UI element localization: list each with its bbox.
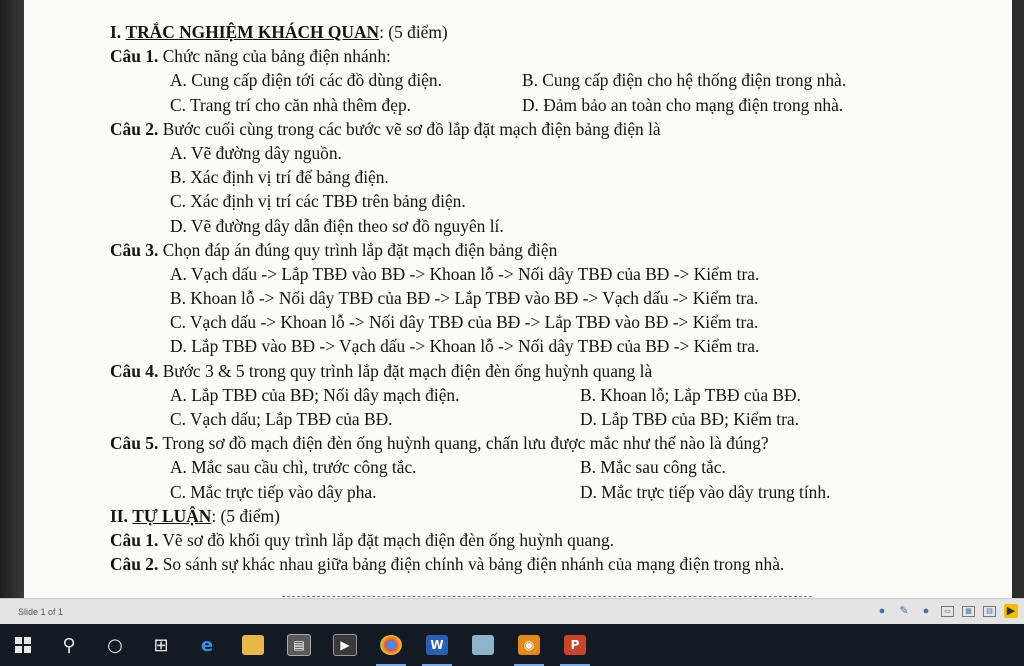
media-player-icon[interactable] [322,624,368,666]
orange-app-icon[interactable] [506,624,552,666]
question-1-options-row-1 [110,68,990,92]
status-bar [0,598,1024,625]
section2-points: : (5 điểm) [211,505,280,526]
word-letter: W [426,635,448,655]
word-icon[interactable] [414,624,460,666]
notepad-icon[interactable] [460,624,506,666]
search-icon[interactable]: ⚲ [62,634,76,656]
section2-number: II. [110,505,128,526]
section1-title: TRẮC NGHIỆM KHÁCH QUAN [125,22,380,42]
cortana-icon[interactable]: ○ [107,634,123,656]
option: A. Lắp TBĐ của BĐ; Nối dây mạch điện. [170,384,460,405]
powerpoint-icon[interactable] [552,624,598,666]
option: B. Xác định vị trí để bảng điện. [170,167,389,188]
task-view-icon[interactable]: ⊞ [153,634,169,656]
notepad-logo-icon [472,635,494,655]
option: D. Vẽ đường dây dẫn điện theo sơ đồ nguyên lí. [170,215,504,236]
question-4 [110,359,990,383]
section2-heading [110,504,990,528]
question-2-label: Câu 2. [110,118,159,139]
option: A. Cung cấp điện tới các đồ dùng điện. [170,70,442,91]
question-4-text: Bước 3 & 5 trong quy trình lắp đặt mạch điện đèn ống huỳnh quang là [162,360,653,381]
option: D. Mắc trực tiếp vào dây trung tính. [580,481,831,502]
question-5-label: Câu 5. [110,433,159,454]
question-4-options-row-1 [110,383,990,407]
start-button[interactable] [0,624,46,666]
question-1 [110,44,990,68]
question-5-options-row-2 [110,480,990,504]
section1-heading [110,20,990,44]
option: B. Khoan lỗ -> Nối dây TBĐ của BĐ -> Lắp TBĐ vào BĐ -> Vạch dấu -> Kiểm tra. [170,288,759,309]
orange-app-logo-icon: ◉ [518,635,540,655]
window-left-edge [0,0,24,598]
chrome-icon[interactable] [368,624,414,666]
status-bar-controls [875,604,1018,618]
option: D. Lắp TBĐ của BĐ; Kiểm tra. [580,409,799,429]
slide-sorter-icon[interactable]: ▦ [962,606,975,617]
essay-2-label: Câu 2. [110,554,159,575]
window-right-edge [1012,0,1024,598]
option: D. Lắp TBĐ vào BĐ -> Vạch dấu -> Khoan lỗ -> Nối dây TBĐ của BĐ -> Kiểm tra. [170,336,760,357]
question-5-options-row-1 [110,455,990,479]
taskbar [0,624,1024,666]
footer-divider [282,596,812,597]
question-1-options-row-2 [110,93,990,117]
section1-number: I. [110,22,122,42]
option: A. Vẽ đường dây nguồn. [170,142,342,163]
normal-view-icon[interactable]: ▭ [941,606,954,617]
option: A. Vạch dấu -> Lắp TBĐ vào BĐ -> Khoan lỗ -> Nối dây TBĐ của BĐ -> Kiểm tra. [170,263,760,284]
chrome-logo-icon [380,635,402,655]
section1-points: : (5 điểm) [379,22,448,42]
comments-icon[interactable]: ✎ [899,605,909,617]
edge-icon[interactable]: e [200,634,214,656]
question-5-text: Trong sơ đồ mạch điện đèn ống huỳnh quang, chấn lưu được mắc như thế nào là đúng? [162,433,769,454]
windows-logo-icon [15,637,31,653]
slideshow-icon[interactable]: ▶ [1004,604,1018,618]
question-1-label: Câu 1. [110,46,159,67]
question-1-text: Chức năng của bảng điện nhánh: [162,46,391,67]
slide-indicator: Slide 1 of 1 [18,607,64,617]
question-5 [110,431,990,455]
option: B. Mắc sau công tắc. [580,457,726,478]
accessibility-icon[interactable]: ● [922,605,930,617]
essay-2 [110,552,990,576]
notes-icon[interactable]: ● [878,605,886,617]
essay-1 [110,528,990,552]
option: B. Cung cấp điện cho hệ thống điện trong nhà. [522,70,847,91]
option: C. Vạch dấu; Lắp TBĐ của BĐ. [170,409,393,429]
option: B. Khoan lỗ; Lắp TBĐ của BĐ. [580,384,801,405]
option: C. Trang trí cho căn nhà thêm đẹp. [170,94,412,115]
document-content [110,20,990,576]
play-icon: ▶ [333,634,357,656]
bag-icon: ▤ [287,634,311,656]
option: D. Đảm bảo an toàn cho mạng điện trong nhà. [522,94,844,115]
question-3-text: Chọn đáp án đúng quy trình lắp đặt mạch điện bảng điện [162,239,558,260]
question-2 [110,117,990,141]
powerpoint-letter: P [564,635,586,655]
question-3-label: Câu 3. [110,239,159,260]
option: C. Vạch dấu -> Khoan lỗ -> Nối dây TBĐ của BĐ -> Lắp TBĐ vào BĐ -> Kiểm tra. [170,312,759,333]
question-4-options-row-2 [110,407,990,431]
slide-page [24,0,1012,598]
essay-1-label: Câu 1. [110,529,159,550]
folder-icon [242,635,264,655]
question-2-text: Bước cuối cùng trong các bước vẽ sơ đồ lắp đặt mạch điện bảng điện là [162,118,661,139]
store-icon[interactable] [276,624,322,666]
question-3 [110,238,990,262]
essay-2-text: So sánh sự khác nhau giữa bảng điện chính và bảng điện nhánh của mạng điện trong nhà. [162,554,785,575]
question-4-label: Câu 4. [110,360,159,381]
option: C. Mắc trực tiếp vào dây pha. [170,481,377,502]
option: C. Xác định vị trí các TBĐ trên bảng điện. [170,191,466,212]
essay-1-text: Vẽ sơ đồ khối quy trình lắp đặt mạch điện đèn ống huỳnh quang. [162,529,614,550]
option: A. Mắc sau cầu chì, trước công tắc. [170,457,417,478]
section2-title: TỰ LUẬN [132,505,212,526]
file-explorer-icon[interactable] [230,624,276,666]
reading-view-icon[interactable]: ▤ [983,606,996,617]
